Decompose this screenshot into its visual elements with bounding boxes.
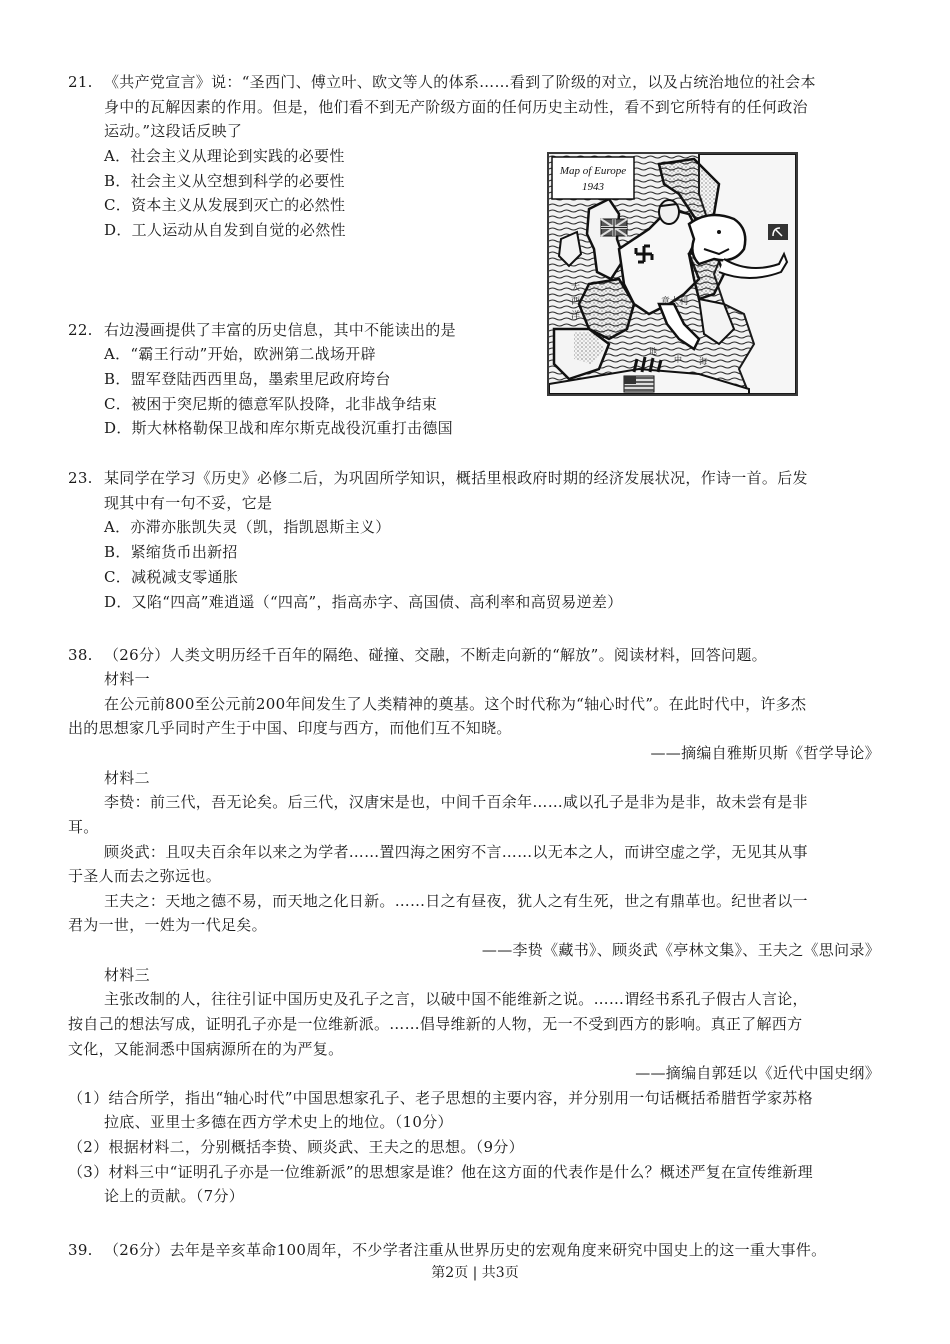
hammer-sickle-icon — [768, 224, 788, 240]
svg-text:1943: 1943 — [582, 181, 604, 193]
material-1-line-2: 出的思想家几乎同时产生于中国、印度与西方，而他们互不知晓。 — [68, 719, 512, 737]
subquestion-1-line-1: （1）结合所学，指出“轴心时代”中国思想家孔子、老子思想的主要内容，并分别用一句话概括希腊哲学家苏格 — [68, 1089, 813, 1107]
q21-option-b: B．社会主义从空想到科学的必要性 — [104, 172, 345, 190]
q21-option-a: A．社会主义从理论到实践的必要性 — [104, 147, 345, 165]
q21-line-3: 运动。”这段话反映了 — [104, 122, 243, 140]
q21-number: 21. — [68, 73, 93, 91]
page-footer: 第2页 | 共3页 — [431, 1265, 519, 1281]
material-2-gu-yanwu-line-2: 于圣人而去之弥远也。 — [68, 867, 222, 885]
q38-stem: 38. （26分）人类文明历经千百年的隔绝、碰撞、交融，不断走向新的“解放”。阅读材料，回答问题。 — [68, 643, 767, 667]
material-1-heading: 材料一 — [104, 670, 150, 688]
material-1-line-1: 在公元前800至公元前200年间发生了人类精神的奠基。这个时代称为“轴心时代”。在此时代中，许多杰 — [104, 695, 807, 713]
q39-stem: 39. （26分）去年是辛亥革命100周年，不少学者注重从世界历史的宏观角度来研究中国史上的这一重大事件。 — [68, 1238, 826, 1262]
material-2-source: ——李贽《藏书》、顾炎武《亭林文集》、王夫之《思问录》 — [481, 941, 880, 959]
q21-line-1: 21. 《共产党宣言》说：“圣西门、傅立叶、欧文等人的体系……看到了阶级的对立，以及占统治地位的社会本 — [68, 70, 816, 94]
q23-option-b: B．紧缩货币出新招 — [104, 543, 238, 561]
q22-option-c: C．被困于突尼斯的德意军队投降，北非战争结束 — [104, 395, 438, 413]
q38-number: 38. — [68, 646, 93, 664]
q22-stem: 22. 右边漫画提供了丰富的历史信息，其中不能读出的是 — [68, 318, 456, 342]
q22-option-a: A．“霸王行动”开始，欧洲第二战场开辟 — [104, 345, 376, 363]
material-3-heading: 材料三 — [104, 966, 150, 984]
svg-text:海: 海 — [699, 357, 707, 366]
q23-option-c: C．减税减支零通胀 — [104, 568, 239, 586]
material-2-li-zhi-line-2: 耳。 — [68, 818, 99, 836]
material-2-gu-yanwu-line-1: 顾炎武：且叹夫百余年以来之为学者……置四海之困穷不言……以无本之人，而讲空虚之学，无见其从事 — [104, 843, 808, 861]
svg-text:中: 中 — [674, 355, 682, 364]
material-2-wang-fuzhi-line-2: 君为一世，一姓为一代足矣。 — [68, 916, 267, 934]
material-3-source: ——摘编自郭廷以《近代中国史纲》 — [635, 1064, 880, 1082]
q21-option-d: D．工人运动从自发到自觉的必然性 — [104, 221, 346, 239]
q21-option-c: C．资本主义从发展到灭亡的必然性 — [104, 196, 346, 214]
subquestion-2: （2）根据材料二，分别概括李贽、顾炎武、王夫之的思想。（9分） — [68, 1138, 524, 1156]
q22-option-d: D．斯大林格勒保卫战和库尔斯克战役沉重打击德国 — [104, 419, 453, 437]
svg-text:大: 大 — [571, 283, 581, 293]
material-1-source: ——摘编自雅斯贝斯《哲学导论》 — [650, 744, 880, 762]
material-3-line-2: 按自己的想法写成，证明孔子亦是一位维新派。……倡导维新的人物，无一不受到西方的影响。真正了解西方 — [68, 1015, 803, 1033]
svg-text:Map of Europe: Map of Europe — [559, 165, 627, 177]
svg-text:洋: 洋 — [571, 311, 581, 321]
q39-number: 39. — [68, 1241, 93, 1259]
svg-text:意大利: 意大利 — [661, 297, 689, 307]
q23-number: 23. — [68, 469, 93, 487]
europe-1943-cartoon — [547, 152, 798, 396]
material-2-heading: 材料二 — [104, 769, 150, 787]
q23-line-2: 现其中有一句不妥，它是 — [104, 494, 273, 512]
q23-option-a: A．亦滞亦胀凯失灵（凯，指凯恩斯主义） — [104, 518, 391, 536]
q22-number: 22. — [68, 321, 93, 339]
q22-option-b: B．盟军登陆西西里岛，墨索里尼政府垮台 — [104, 370, 391, 388]
subquestion-3-line-1: （3）材料三中“证明孔子亦是一位维新派”的思想家是谁？他在这方面的代表作是什么？概述严复在宣传维新理 — [68, 1163, 813, 1181]
material-2-li-zhi-line-1: 李贽：前三代，吾无论矣。后三代，汉唐宋是也，中间千百余年……咸以孔子是非为是非，故未尝有是非 — [104, 793, 808, 811]
material-3-line-1: 主张改制的人，往往引证中国历史及孔子之言，以破中国不能维新之说。……谓经书系孔子假古人言论， — [104, 990, 808, 1008]
svg-text:地: 地 — [649, 347, 657, 356]
svg-text:西: 西 — [571, 297, 581, 307]
us-flag-icon — [624, 376, 654, 392]
subquestion-3-line-2: 论上的贡献。（7分） — [104, 1187, 245, 1205]
material-3-line-3: 文化，又能洞悉中国病源所在的为严复。 — [68, 1040, 344, 1058]
q21-line-2: 身中的瓦解因素的作用。但是，他们看不到无产阶级方面的任何历史主动性，看不到它所特有的任何政治 — [104, 98, 808, 116]
uk-flag-icon — [601, 219, 627, 236]
material-2-wang-fuzhi-line-1: 王夫之：天地之德不易，而天地之化日新。……日之有昼夜，犹人之有生死，世之有鼎革也。纪世者以一 — [104, 892, 808, 910]
q23-line-1: 23. 某同学在学习《历史》必修二后，为巩固所学知识，概括里根政府时期的经济发展状况，作诗一首。后发 — [68, 466, 808, 490]
subquestion-1-line-2: 拉底、亚里士多德在西方学术史上的地位。（10分） — [104, 1113, 453, 1131]
q23-option-d: D．又陷“四高”难逍遥（“四高”，指高赤字、高国债、高利率和高贸易逆差） — [104, 593, 623, 611]
